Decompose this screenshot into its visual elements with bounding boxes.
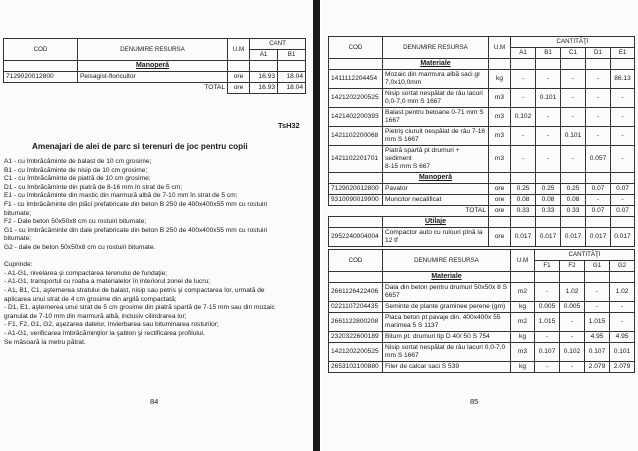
description-line: F1 - cu îmbrăcăminte din plăci prefabricate din beton B 250 de 400x400x55 mm cu rostuiri xyxy=(4,201,268,208)
cell-empty xyxy=(611,173,635,184)
col-header-cantitati: CANTITĂŢI xyxy=(511,37,635,48)
cell-value: 0.005 xyxy=(535,302,560,313)
left-page xyxy=(0,0,316,451)
cell-empty xyxy=(586,217,611,228)
col-header-cod: COD xyxy=(329,37,383,59)
denumire-line: Placa beton pt pavaje din. 400x400x 55 xyxy=(385,314,501,321)
table-row xyxy=(329,184,635,195)
cell-um: m2 xyxy=(511,313,535,332)
col-header-um: U.M xyxy=(489,37,511,59)
cell-empty xyxy=(489,59,511,70)
cell-um: m3 xyxy=(489,146,511,173)
cell-empty xyxy=(536,173,561,184)
cell-value: - xyxy=(611,108,635,127)
cell-value: 0.08 xyxy=(561,195,586,206)
table-row xyxy=(329,362,635,373)
section-title: Amenajari de alei de parc si terenuri de joc pentru copii xyxy=(32,142,248,151)
description-line: E1 - cu îmbrăcăminte din mastic din marmură albă de 7-10 mm în strat de 5 cm; xyxy=(4,192,238,200)
book-spine xyxy=(313,0,320,451)
cell-value: 1.015 xyxy=(535,313,560,332)
description-line: granulat de 7-10 mm din marmură albă, inclusiv cilindrarea lor; xyxy=(4,312,187,320)
description-line: B1 - cu îmbrăcăminte de nisip de 10 cm grosime; xyxy=(4,166,148,174)
cell-value: - xyxy=(560,332,585,343)
cell-denumire: Pavator xyxy=(383,184,489,195)
cell-denumire xyxy=(383,89,489,108)
denumire-line: 12 tf xyxy=(385,237,398,244)
cell-empty xyxy=(329,173,383,184)
cell-value: 0.08 xyxy=(536,195,561,206)
cell-value: 0.101 xyxy=(536,89,561,108)
total-label: TOTAL xyxy=(465,207,486,214)
cell-empty xyxy=(585,272,610,283)
cell-empty xyxy=(560,272,585,283)
denumire-line: Mozaic din marmura albă saci gr xyxy=(385,71,481,78)
cell-value: - xyxy=(535,332,560,343)
cell-value: 1.02 xyxy=(560,283,585,302)
total-um: ore xyxy=(228,83,250,94)
denumire-line: marimea 5 S 1137 xyxy=(385,322,439,329)
cell-value: - xyxy=(585,302,610,313)
cell-value: - xyxy=(561,146,586,173)
cell-empty xyxy=(511,217,536,228)
description-line: - A1-G1, verificarea îmbrăcăminţilor la şablon şi rectificarea profilului. xyxy=(4,330,205,337)
cell-value: - xyxy=(511,127,536,146)
cell-um: ore xyxy=(228,72,250,83)
description-line: - A1-G1, nivelarea şi compactarea terenului de fundaţie; xyxy=(4,269,168,277)
cell-cod: 2653102100880 xyxy=(329,362,383,373)
table-row xyxy=(329,332,635,343)
description-line: C1 - cu îmbrăcăminte de piatră de 10 cm grosime; xyxy=(4,175,151,183)
cell-value: - xyxy=(586,195,611,206)
denumire-line: Pietriş ciuruit nespălat de râu 7-16 xyxy=(385,128,486,135)
total-b1: 18.04 xyxy=(278,83,306,94)
total-a1: 16.93 xyxy=(250,83,278,94)
cell-value: - xyxy=(611,195,635,206)
total-row xyxy=(329,206,635,217)
cell-value: 0.08 xyxy=(511,195,536,206)
denumire-line: 1667 xyxy=(385,117,400,124)
cell-empty xyxy=(611,217,635,228)
table-row xyxy=(329,195,635,206)
table-row xyxy=(4,72,306,83)
cell-cod: 2661126422406 xyxy=(329,283,383,302)
denumire-line: mm S 1667 xyxy=(385,352,419,359)
cell-value: 0.017 xyxy=(536,228,561,247)
cell-value: 4.95 xyxy=(585,332,610,343)
denumire-line: Nisip sortat nespălat de râu lacuri xyxy=(385,90,483,97)
description-line: - D1, E1, aşternerea unui strat de 5 cm grosime din piatră spartă de 7-15 mm sau din mozaic xyxy=(4,304,275,312)
cell-cod: 1411112204454 xyxy=(329,70,383,89)
total-um: ore xyxy=(489,206,511,217)
cell-cod: 1421102200068 xyxy=(329,127,383,146)
cell-value: 0.25 xyxy=(511,184,536,195)
total-row xyxy=(4,83,306,94)
cell-empty xyxy=(586,59,611,70)
denumire-line: 7,0x10,0mm xyxy=(385,79,422,86)
table-row xyxy=(329,89,635,108)
section-materiale: Materiale xyxy=(383,272,511,283)
cell-value: 0.057 xyxy=(586,146,611,173)
denumire-line: 6657 xyxy=(385,292,400,299)
cell-denumire: Peisagist-floricultor xyxy=(78,72,228,83)
col-header-denumire: DENUMIRE RESURSA xyxy=(383,250,511,272)
cell-cod: 9310090019900 xyxy=(329,195,383,206)
description-line: - A1-G1, transportul cu roaba a materialelor în interiorul zonei de lucru; xyxy=(4,278,210,286)
cell-denumire xyxy=(383,362,511,373)
cell-empty xyxy=(329,206,383,217)
cell-empty xyxy=(561,59,586,70)
col-header-cantitati: CANTITĂŢI xyxy=(535,250,635,261)
col-header-a1: A1 xyxy=(511,48,536,59)
denumire-line: Dala din beton pentru drumuri 50x50x 8 S xyxy=(385,284,508,291)
cell-empty xyxy=(511,272,535,283)
denumire-line: Filer de calcar saci S 539 xyxy=(385,363,460,370)
cell-value: 0.107 xyxy=(585,343,610,362)
cell-um: kg xyxy=(511,302,535,313)
cell-value: - xyxy=(610,313,635,332)
cell-value: 0.017 xyxy=(511,228,536,247)
cell-value: 1.02 xyxy=(610,283,635,302)
cell-um: m2 xyxy=(511,283,535,302)
cell-cod: 2661122800208 xyxy=(329,313,383,332)
cell-denumire xyxy=(383,108,489,127)
total-value: 0.07 xyxy=(586,206,611,217)
cell-cod: 7129020012800 xyxy=(4,72,78,83)
cell-value: 0.107 xyxy=(535,343,560,362)
cell-empty xyxy=(610,272,635,283)
cell-cod: 1421202200525 xyxy=(329,343,383,362)
materiale-row xyxy=(329,272,635,283)
col-header-a1: A1 xyxy=(250,50,278,61)
denumire-line: mm S 1667 xyxy=(385,136,419,143)
cell-um: m3 xyxy=(511,343,535,362)
cell-empty xyxy=(561,173,586,184)
col-header-e1: E1 xyxy=(611,48,635,59)
cell-um: kg xyxy=(489,70,511,89)
description-line: - A1, B1, C1, aşternerea stratului de balast, nisip sau petris şi compactarea lor, urmată de xyxy=(4,287,265,294)
col-header-denumire: DENUMIRE RESURSA xyxy=(78,39,228,61)
page-number: 84 xyxy=(150,397,159,406)
col-header-b1: B1 xyxy=(536,48,561,59)
cell-cod: 1421402200393 xyxy=(329,108,383,127)
cell-value: - xyxy=(535,283,560,302)
cell-value: 0.005 xyxy=(560,302,585,313)
cell-empty xyxy=(329,217,383,228)
description-line: bitumate; xyxy=(4,235,32,243)
description-line: G1 - cu îmbrăcăminte din dale prefabricate din beton B 250 de 400x400x55 mm cu rostuiri xyxy=(4,226,268,234)
cell-value: 0.102 xyxy=(511,108,536,127)
resource-table-a1-e1 xyxy=(328,36,635,247)
cell-cod: 1421202200525 xyxy=(329,89,383,108)
cell-value: 1.015 xyxy=(585,313,610,332)
col-header-c1: C1 xyxy=(561,48,586,59)
cell-denumire xyxy=(383,332,511,343)
cell-value: 0.017 xyxy=(611,228,635,247)
cell-value: - xyxy=(560,362,585,373)
cell-value: - xyxy=(586,108,611,127)
cell-value: - xyxy=(511,146,536,173)
section-utilaje: Utilaje xyxy=(383,217,489,228)
cell-value: 2.079 xyxy=(610,362,635,373)
cell-value: - xyxy=(511,89,536,108)
cell-denumire xyxy=(383,302,511,313)
description-line: bitumate; xyxy=(4,209,32,217)
cell-empty xyxy=(329,59,383,70)
description-line: A1 - cu îmbrăcăminte de balast de 10 cm grosime; xyxy=(4,158,152,165)
cell-um: ore xyxy=(489,195,511,206)
denumire-line: Bitum pt. drumuri tip D 40/ 50 S 754 xyxy=(385,333,490,340)
cell-value: - xyxy=(611,89,635,108)
description-line: Se măsoară la metru pătrat. xyxy=(4,338,86,346)
table-row xyxy=(329,228,635,247)
cell-empty xyxy=(536,217,561,228)
section-materiale: Materiale xyxy=(383,59,489,70)
description-line: aplicarea unui strat de 4 cm grosime din argilă compactată; xyxy=(4,295,177,303)
col-header-d1: D1 xyxy=(586,48,611,59)
cell-cod: 7129020012800 xyxy=(329,184,383,195)
denumire-line: 0,0-7,0 mm S 1667 xyxy=(385,98,442,105)
cell-value: - xyxy=(586,127,611,146)
description-line: Cuprinde: xyxy=(4,261,33,269)
cell-value: - xyxy=(536,70,561,89)
cell-value: - xyxy=(610,302,635,313)
manopera-row xyxy=(329,173,635,184)
cell-denumire xyxy=(383,313,511,332)
cell-denumire xyxy=(383,283,511,302)
description-line: D1 - cu îmbrăcăminte din piatră de 8-16 mm în strat de 5 cm; xyxy=(4,183,183,191)
denumire-line: Nisip sortat nespălat de râu lacuri 0,0-7,0 xyxy=(385,344,506,351)
cell-value: - xyxy=(536,108,561,127)
description-line: G2 - dale de beton 50x50x8 cm cu rostuiri bitumate. xyxy=(4,244,156,251)
col-header-um: U.M xyxy=(228,39,250,61)
cell-value: 0.07 xyxy=(586,184,611,195)
description-line: F2 - Dale beton 50x50x8 cm cu rostuiri bitumate; xyxy=(4,218,147,226)
cell-um: ore xyxy=(489,228,511,247)
right-page xyxy=(322,0,638,451)
cell-cod: 2952240004004 xyxy=(329,228,383,247)
cell-b1: 18.04 xyxy=(278,72,306,83)
denumire-line: 8-15 mm S 667 xyxy=(385,163,431,170)
cell-denumire: Muncitor necalificat xyxy=(383,195,489,206)
table-row xyxy=(329,343,635,362)
left-resource-table xyxy=(3,38,306,94)
cell-cod: 2320322600189 xyxy=(329,332,383,343)
norm-code: TsH32 xyxy=(278,121,300,130)
cell-um: m3 xyxy=(489,108,511,127)
cell-value: - xyxy=(511,70,536,89)
denumire-line: Piatră spartă pt drumuri + sediment xyxy=(385,147,460,162)
cell-value: 0.017 xyxy=(586,228,611,247)
denumire-line: Compactor auto cu rulouri pînă la xyxy=(385,229,483,236)
cell-denumire xyxy=(383,70,489,89)
cell-value: 4.95 xyxy=(610,332,635,343)
col-header-cod: COD xyxy=(4,39,78,61)
denumire-line: Balast pentru betoane 0-71 mm S xyxy=(385,109,484,116)
cell-um: m3 xyxy=(489,89,511,108)
col-header-cod: COD xyxy=(329,250,383,272)
cell-value: - xyxy=(586,70,611,89)
materiale-row xyxy=(329,59,635,70)
table-row xyxy=(329,108,635,127)
total-value: 0.07 xyxy=(611,206,635,217)
col-header-f2: F2 xyxy=(560,261,585,272)
cell-value: - xyxy=(561,70,586,89)
cell-a1: 16.93 xyxy=(250,72,278,83)
cell-empty xyxy=(489,173,511,184)
table-row xyxy=(329,302,635,313)
cell-value: - xyxy=(561,89,586,108)
cell-value: 0.101 xyxy=(561,127,586,146)
cell-denumire xyxy=(383,228,489,247)
col-header-cant: CANT xyxy=(250,39,306,50)
cell-value: 0.017 xyxy=(561,228,586,247)
cell-value: 0.25 xyxy=(536,184,561,195)
table-row xyxy=(329,146,635,173)
resource-table-f1-g2 xyxy=(328,249,635,373)
cell-value: - xyxy=(586,89,611,108)
cell-empty xyxy=(489,217,511,228)
cell-um: ore xyxy=(489,184,511,195)
cell-um: kg xyxy=(511,332,535,343)
cell-value: - xyxy=(535,362,560,373)
cell-value: 86.13 xyxy=(611,70,635,89)
total-label: TOTAL xyxy=(204,84,225,92)
col-header-um: U.M xyxy=(511,250,535,272)
page-number: 85 xyxy=(470,397,479,406)
cell-value: 0.25 xyxy=(561,184,586,195)
cell-value: 0.101 xyxy=(610,343,635,362)
cell-value: 0.102 xyxy=(560,343,585,362)
col-header-f1: F1 xyxy=(535,261,560,272)
table-row xyxy=(329,313,635,332)
col-header-g1: G1 xyxy=(585,261,610,272)
utilaje-row xyxy=(329,217,635,228)
cell-empty xyxy=(511,59,536,70)
cell-empty xyxy=(611,59,635,70)
total-value: 0.33 xyxy=(511,206,536,217)
total-value: 0.33 xyxy=(536,206,561,217)
table-row xyxy=(329,283,635,302)
cell-denumire xyxy=(383,127,489,146)
cell-value: - xyxy=(611,127,635,146)
col-header-g2: G2 xyxy=(610,261,635,272)
cell-value: - xyxy=(536,146,561,173)
cell-cod: 1421102201701 xyxy=(329,146,383,173)
cell-denumire xyxy=(383,146,489,173)
cell-value: - xyxy=(536,127,561,146)
description-line: - F1, F2, G1, G2, aşezarea dalelor, învierbarea sau bituminarea rosturilor; xyxy=(4,321,219,329)
cell-empty xyxy=(511,173,536,184)
col-header-denumire: DENUMIRE RESURSA xyxy=(383,37,489,59)
cell-empty xyxy=(535,272,560,283)
denumire-line: Seminte de plante graminee perene (gm) xyxy=(385,303,506,310)
cell-value: - xyxy=(561,108,586,127)
cell-empty xyxy=(586,173,611,184)
cell-value: - xyxy=(585,283,610,302)
section-manopera: Manoperă xyxy=(78,61,228,72)
cell-cod: 0221107204435 xyxy=(329,302,383,313)
total-value: 0.33 xyxy=(561,206,586,217)
table-row xyxy=(329,127,635,146)
table-row xyxy=(329,70,635,89)
cell-value: - xyxy=(560,313,585,332)
cell-value: - xyxy=(611,146,635,173)
cell-empty xyxy=(536,59,561,70)
cell-empty xyxy=(329,272,383,283)
cell-value: 2.079 xyxy=(585,362,610,373)
cell-empty xyxy=(561,217,586,228)
section-manopera: Manoperă xyxy=(383,173,489,184)
cell-um: kg xyxy=(511,362,535,373)
cell-denumire xyxy=(383,343,511,362)
col-header-b1: B1 xyxy=(278,50,306,61)
cell-value: 0.07 xyxy=(611,184,635,195)
cell-um: m3 xyxy=(489,127,511,146)
